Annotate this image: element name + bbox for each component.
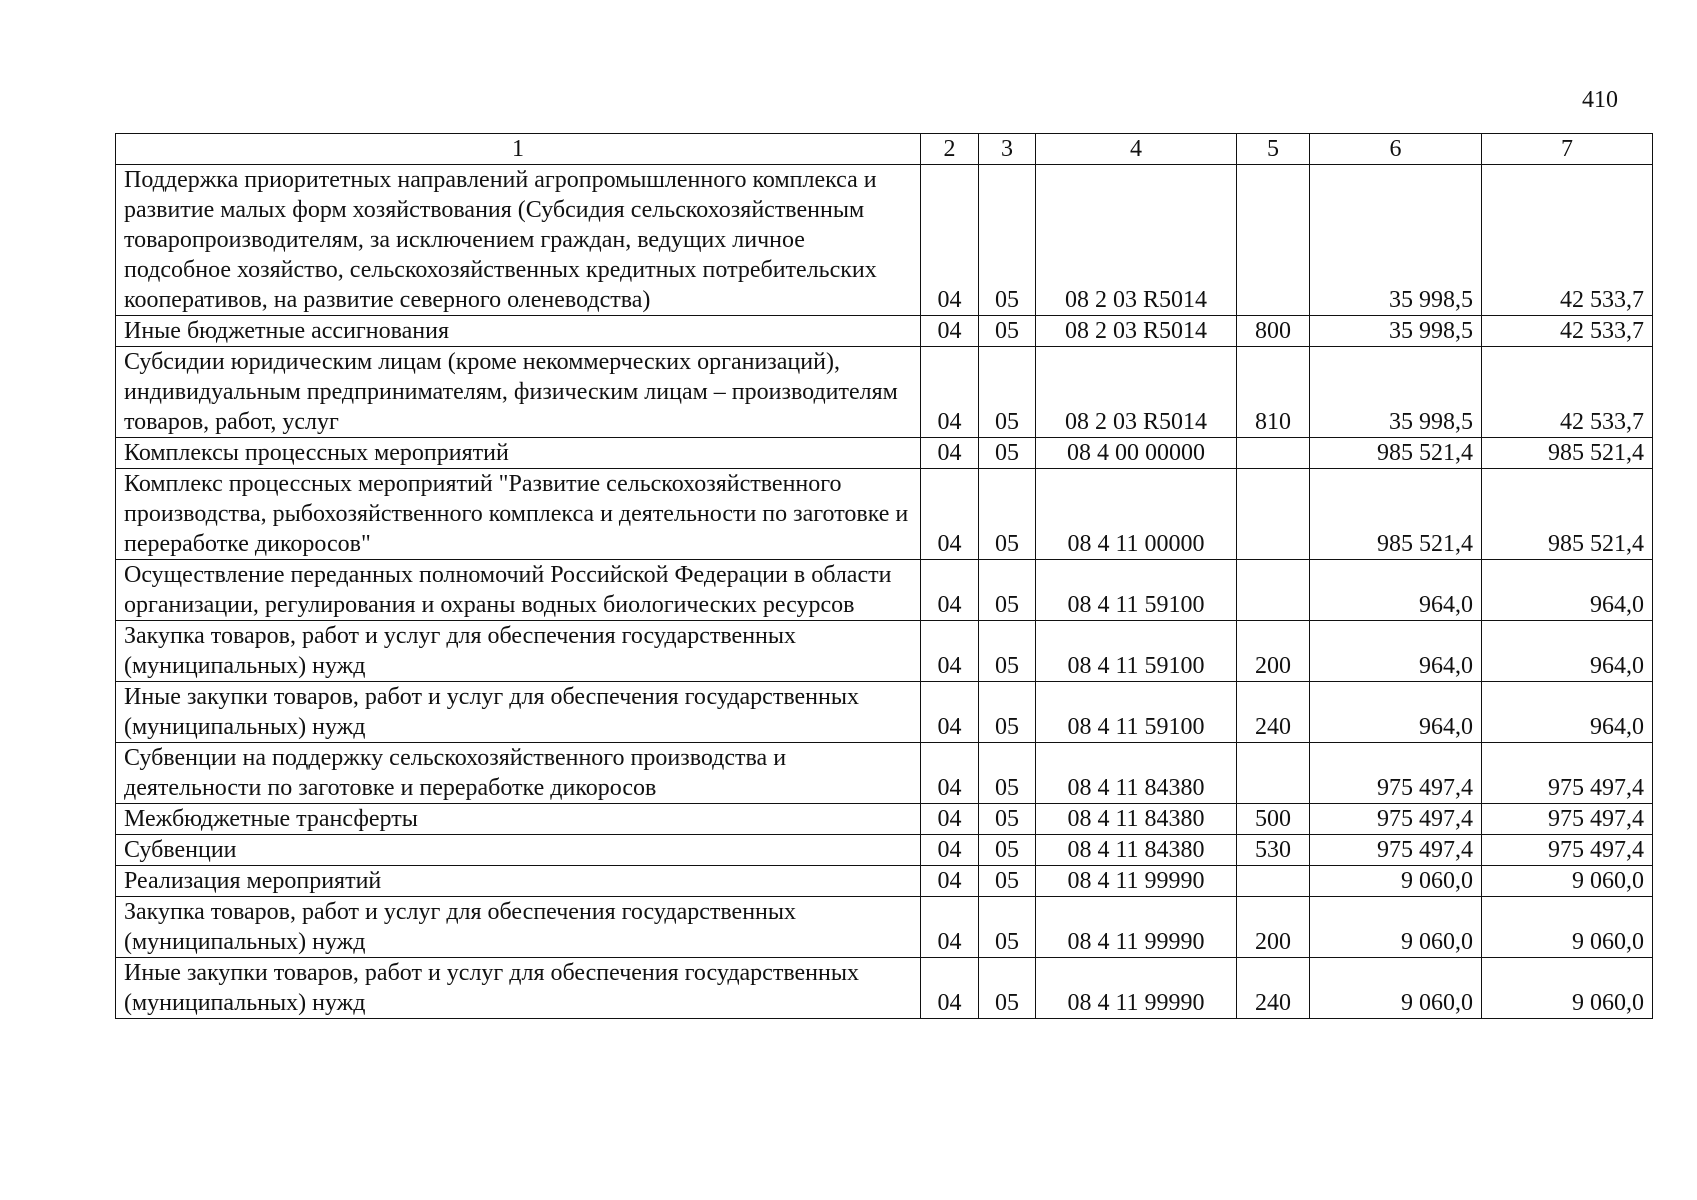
row-target-article: 08 4 11 00000 xyxy=(1036,469,1237,560)
column-header: 2 xyxy=(921,134,979,165)
row-subsection: 05 xyxy=(979,165,1036,316)
row-section: 04 xyxy=(921,560,979,621)
header-row xyxy=(116,134,1653,165)
row-name: Комплекс процессных мероприятий "Развитие сельскохозяйственного производства, рыбохозяйственного комплекса и деятельности по заготовке и переработке дикоросов" xyxy=(116,469,921,560)
row-name: Закупка товаров, работ и услуг для обеспечения государственных (муниципальных) нужд xyxy=(116,897,921,958)
row-section: 04 xyxy=(921,347,979,438)
row-sum-2: 9 060,0 xyxy=(1482,866,1653,897)
row-name: Субсидии юридическим лицам (кроме некоммерческих организаций), индивидуальным предпринимателям, физическим лицам – производителям товаров, работ, услуг xyxy=(116,347,921,438)
table-row xyxy=(116,347,1653,438)
column-header: 4 xyxy=(1036,134,1237,165)
page-number: 410 xyxy=(1582,87,1618,113)
row-target-article: 08 4 11 99990 xyxy=(1036,866,1237,897)
row-expense-type xyxy=(1237,165,1310,316)
row-name: Поддержка приоритетных направлений агропромышленного комплекса и развитие малых форм хозяйствования (Субсидия сельскохозяйственным товаропроизводителям, за исключением граждан, ведущих личное подсобное хозяйство, сельскохозяйственных кредитных потребительских кооперативов, на развитие северного оленеводства) xyxy=(116,165,921,316)
row-subsection: 05 xyxy=(979,316,1036,347)
row-name: Субвенции на поддержку сельскохозяйственного производства и деятельности по заготовке и переработке дикоросов xyxy=(116,743,921,804)
row-expense-type: 530 xyxy=(1237,835,1310,866)
row-name: Субвенции xyxy=(116,835,921,866)
row-target-article: 08 2 03 R5014 xyxy=(1036,165,1237,316)
row-sum-1: 985 521,4 xyxy=(1310,469,1482,560)
row-expense-type: 800 xyxy=(1237,316,1310,347)
table-row xyxy=(116,438,1653,469)
row-target-article: 08 4 11 59100 xyxy=(1036,682,1237,743)
row-sum-2: 42 533,7 xyxy=(1482,316,1653,347)
row-subsection: 05 xyxy=(979,743,1036,804)
row-expense-type: 240 xyxy=(1237,958,1310,1019)
row-expense-type xyxy=(1237,743,1310,804)
row-name: Иные закупки товаров, работ и услуг для обеспечения государственных (муниципальных) нужд xyxy=(116,958,921,1019)
row-sum-2: 964,0 xyxy=(1482,621,1653,682)
row-expense-type: 810 xyxy=(1237,347,1310,438)
row-target-article: 08 4 11 84380 xyxy=(1036,835,1237,866)
row-sum-1: 35 998,5 xyxy=(1310,347,1482,438)
row-sum-2: 42 533,7 xyxy=(1482,165,1653,316)
row-section: 04 xyxy=(921,897,979,958)
row-section: 04 xyxy=(921,958,979,1019)
row-expense-type: 200 xyxy=(1237,897,1310,958)
row-target-article: 08 4 11 99990 xyxy=(1036,958,1237,1019)
row-sum-1: 9 060,0 xyxy=(1310,897,1482,958)
budget-table xyxy=(115,133,1653,1019)
table-row xyxy=(116,743,1653,804)
row-name: Иные бюджетные ассигнования xyxy=(116,316,921,347)
row-section: 04 xyxy=(921,866,979,897)
table-row xyxy=(116,316,1653,347)
row-sum-1: 985 521,4 xyxy=(1310,438,1482,469)
row-expense-type: 240 xyxy=(1237,682,1310,743)
row-sum-2: 964,0 xyxy=(1482,560,1653,621)
row-subsection: 05 xyxy=(979,866,1036,897)
row-target-article: 08 4 11 59100 xyxy=(1036,621,1237,682)
row-expense-type xyxy=(1237,469,1310,560)
row-section: 04 xyxy=(921,469,979,560)
row-name: Иные закупки товаров, работ и услуг для обеспечения государственных (муниципальных) нужд xyxy=(116,682,921,743)
row-sum-2: 9 060,0 xyxy=(1482,897,1653,958)
row-subsection: 05 xyxy=(979,347,1036,438)
table-body xyxy=(116,165,1653,1019)
row-sum-2: 975 497,4 xyxy=(1482,835,1653,866)
row-section: 04 xyxy=(921,316,979,347)
row-sum-1: 964,0 xyxy=(1310,682,1482,743)
table-row xyxy=(116,897,1653,958)
table-row xyxy=(116,958,1653,1019)
row-sum-2: 975 497,4 xyxy=(1482,804,1653,835)
row-expense-type: 500 xyxy=(1237,804,1310,835)
row-sum-1: 975 497,4 xyxy=(1310,804,1482,835)
column-header: 7 xyxy=(1482,134,1653,165)
row-target-article: 08 2 03 R5014 xyxy=(1036,316,1237,347)
row-section: 04 xyxy=(921,165,979,316)
row-sum-2: 9 060,0 xyxy=(1482,958,1653,1019)
row-sum-1: 9 060,0 xyxy=(1310,866,1482,897)
row-expense-type xyxy=(1237,438,1310,469)
row-name: Закупка товаров, работ и услуг для обеспечения государственных (муниципальных) нужд xyxy=(116,621,921,682)
row-section: 04 xyxy=(921,835,979,866)
row-subsection: 05 xyxy=(979,438,1036,469)
row-target-article: 08 4 11 84380 xyxy=(1036,743,1237,804)
table-row xyxy=(116,866,1653,897)
row-expense-type xyxy=(1237,866,1310,897)
table-row xyxy=(116,621,1653,682)
row-subsection: 05 xyxy=(979,560,1036,621)
row-section: 04 xyxy=(921,438,979,469)
row-sum-1: 964,0 xyxy=(1310,621,1482,682)
row-sum-1: 975 497,4 xyxy=(1310,835,1482,866)
table-row xyxy=(116,469,1653,560)
row-expense-type xyxy=(1237,560,1310,621)
row-sum-2: 42 533,7 xyxy=(1482,347,1653,438)
table-row xyxy=(116,560,1653,621)
row-sum-2: 964,0 xyxy=(1482,682,1653,743)
row-target-article: 08 4 11 99990 xyxy=(1036,897,1237,958)
row-section: 04 xyxy=(921,682,979,743)
row-sum-1: 9 060,0 xyxy=(1310,958,1482,1019)
row-name: Комплексы процессных мероприятий xyxy=(116,438,921,469)
row-target-article: 08 4 11 84380 xyxy=(1036,804,1237,835)
row-section: 04 xyxy=(921,743,979,804)
row-section: 04 xyxy=(921,804,979,835)
row-expense-type: 200 xyxy=(1237,621,1310,682)
row-subsection: 05 xyxy=(979,835,1036,866)
row-subsection: 05 xyxy=(979,621,1036,682)
row-sum-1: 35 998,5 xyxy=(1310,316,1482,347)
row-subsection: 05 xyxy=(979,682,1036,743)
table-row xyxy=(116,835,1653,866)
row-subsection: 05 xyxy=(979,958,1036,1019)
table-row xyxy=(116,804,1653,835)
row-subsection: 05 xyxy=(979,469,1036,560)
row-name: Осуществление переданных полномочий Российской Федерации в области организации, регулирования и охраны водных биологических ресурсов xyxy=(116,560,921,621)
row-sum-1: 975 497,4 xyxy=(1310,743,1482,804)
row-subsection: 05 xyxy=(979,897,1036,958)
row-subsection: 05 xyxy=(979,804,1036,835)
row-name: Межбюджетные трансферты xyxy=(116,804,921,835)
column-header: 6 xyxy=(1310,134,1482,165)
row-sum-2: 975 497,4 xyxy=(1482,743,1653,804)
row-sum-2: 985 521,4 xyxy=(1482,469,1653,560)
column-header: 1 xyxy=(116,134,921,165)
row-target-article: 08 2 03 R5014 xyxy=(1036,347,1237,438)
row-section: 04 xyxy=(921,621,979,682)
row-name: Реализация мероприятий xyxy=(116,866,921,897)
column-header: 5 xyxy=(1237,134,1310,165)
table-row xyxy=(116,682,1653,743)
row-sum-1: 964,0 xyxy=(1310,560,1482,621)
row-sum-1: 35 998,5 xyxy=(1310,165,1482,316)
column-header: 3 xyxy=(979,134,1036,165)
row-target-article: 08 4 00 00000 xyxy=(1036,438,1237,469)
row-sum-2: 985 521,4 xyxy=(1482,438,1653,469)
table-row xyxy=(116,165,1653,316)
row-target-article: 08 4 11 59100 xyxy=(1036,560,1237,621)
